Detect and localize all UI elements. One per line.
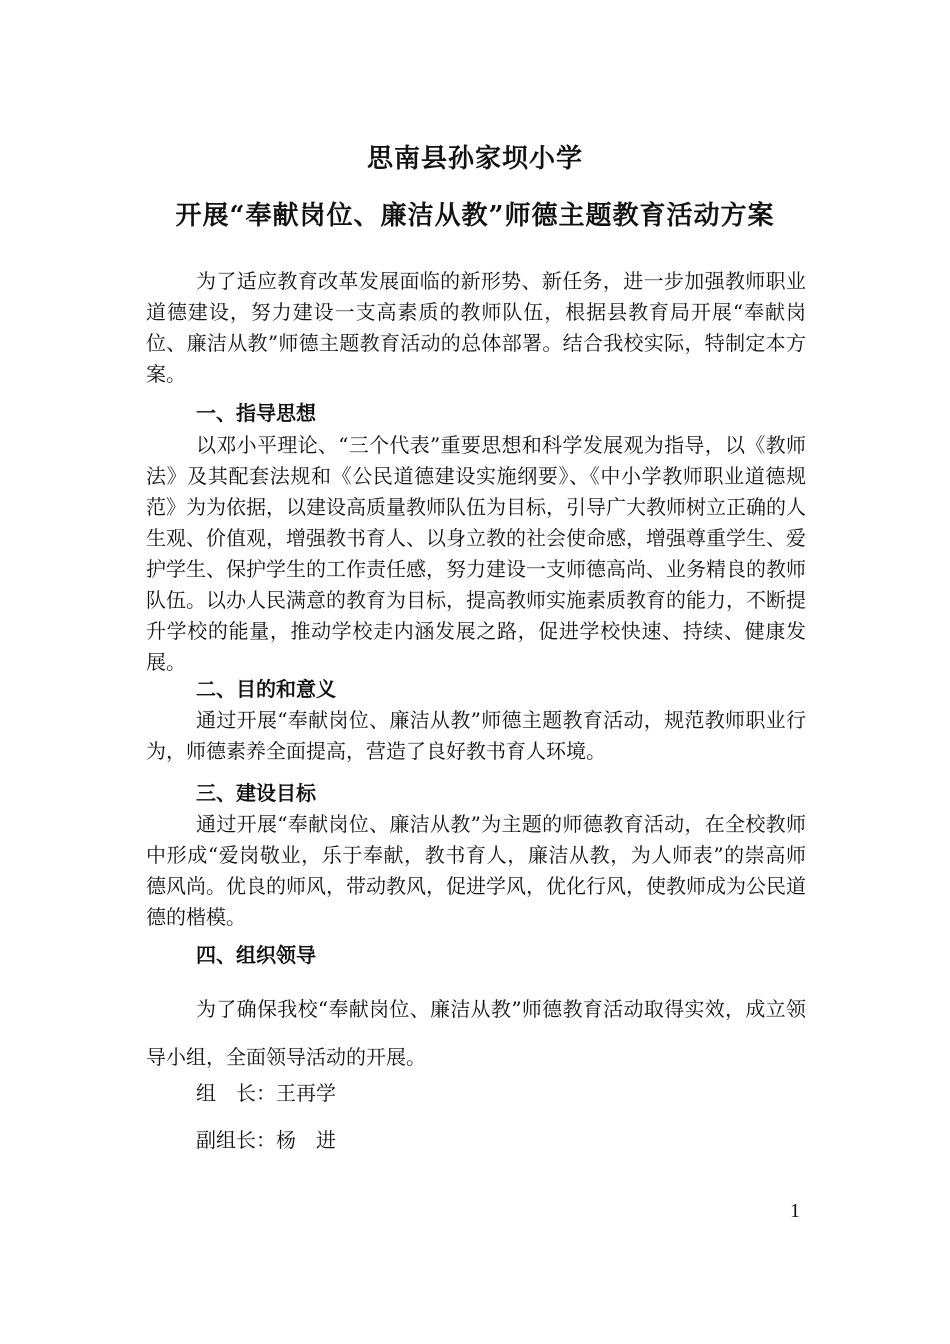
section-text-leadership: 为了确保我校“奉献岗位、廉洁从教”师德教育活动取得实效，成立领导小组，全面领导活动的开展。 bbox=[146, 997, 806, 1069]
section-text-goals: 通过开展“奉献岗位、廉洁从教”为主题的师德教育活动，在全校教师中形成“爱岗敬业，乐于奉献，教书育人，廉洁从教，为人师表”的崇高师德风尚。优良的师风，带动教风，促进学风，优化行风，使教师成为公民道德的楷模。 bbox=[146, 812, 806, 929]
document-title-school: 思南县孙家坝小学 bbox=[366, 144, 583, 174]
section-text-purpose: 通过开展“奉献岗位、廉洁从教”师德主题教育活动，规范教师职业行为，师德素养全面提高，营造了良好教书育人环境。 bbox=[146, 708, 806, 763]
document-title-plan: 开展“奉献岗位、廉洁从教”师德主题教育活动方案 bbox=[175, 201, 775, 231]
section-heading-leadership: 四、组织领导 bbox=[196, 943, 316, 967]
section-heading-purpose: 二、目的和意义 bbox=[196, 677, 336, 701]
section-text-guiding-ideology: 以邓小平理论、“三个代表”重要思想和科学发展观为指导，以《教师法》及其配套法规和《公民道德建设实施纲要》、《中小学教师职业道德规范》为为依据，以建设高质量教师队伍为目标，引导广大教师树立正确的人生观、价值观，增强教书育人、以身立教的社会使命感，增强尊重学生、爱护学生、保护学生的工作责任感，努力建设一支师德高尚、业务精良的教师队伍。以办人民满意的教育为目标，提高教师实施素质教育的能力，不断提升学校的能量，推动学校走内涵发展之路，促进学校快速、持续、健康发展。 bbox=[146, 433, 806, 674]
member-deputy-leader: 副组长：杨 进 bbox=[196, 1128, 336, 1152]
member-leader: 组 长：王再学 bbox=[196, 1081, 336, 1105]
intro-paragraph: 为了适应教育改革发展面临的新形势、新任务，进一步加强教师职业道德建设，努力建设一支高素质的教师队伍，根据县教育局开展“奉献岗位、廉洁从教”师德主题教育活动的总体部署。结合我校实际，特制定本方案。 bbox=[146, 269, 806, 386]
section-heading-goals: 三、建设目标 bbox=[196, 781, 316, 805]
page-number: 1 bbox=[790, 1200, 800, 1222]
section-heading-guiding-ideology: 一、指导思想 bbox=[196, 401, 316, 425]
